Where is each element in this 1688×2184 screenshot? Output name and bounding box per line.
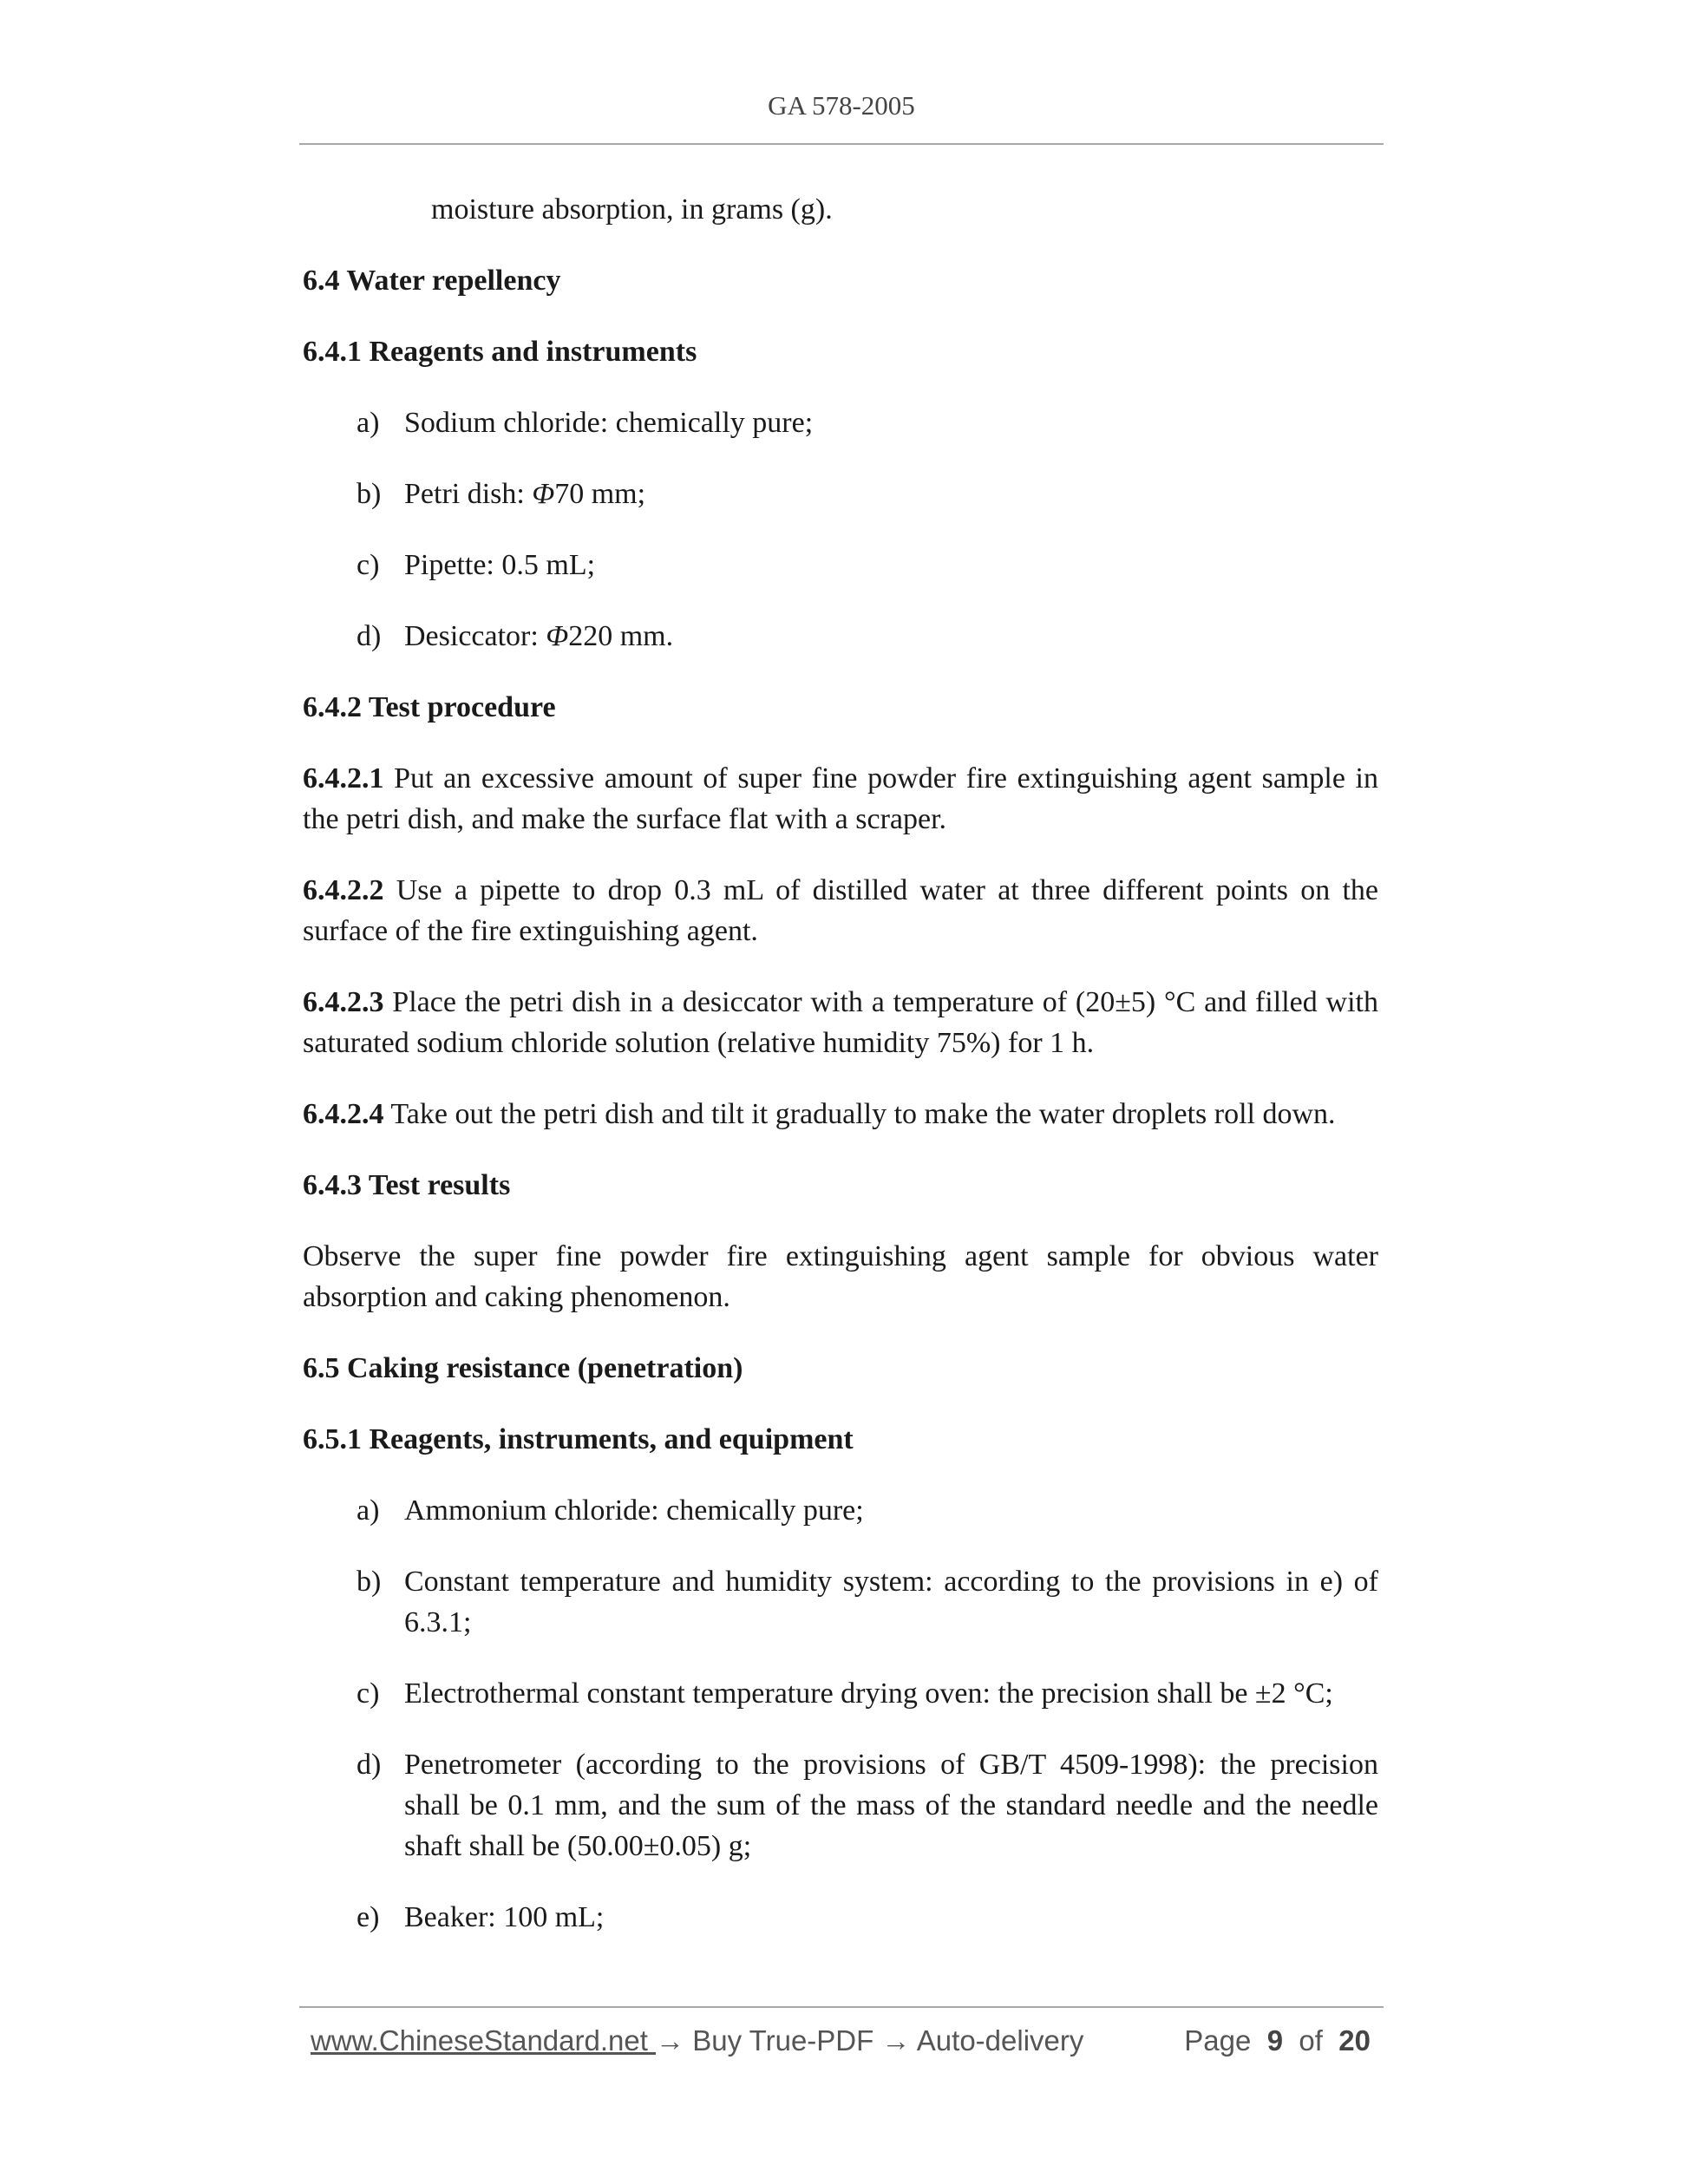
page-word: Page bbox=[1184, 2024, 1252, 2056]
footer-divider bbox=[299, 2006, 1384, 2008]
diameter-symbol: Φ bbox=[546, 620, 569, 652]
clause-number: 6.4.2.3 bbox=[303, 986, 384, 1018]
list-marker: c) bbox=[357, 1677, 380, 1710]
list-item bbox=[303, 1897, 1378, 1938]
arrow-right-icon: → bbox=[881, 2024, 911, 2056]
list-item bbox=[303, 474, 1378, 514]
page-footer bbox=[311, 2024, 1371, 2057]
diameter-symbol: Φ bbox=[532, 478, 555, 510]
heading-6-5-1: 6.5.1 Reagents, instruments, and equipment bbox=[303, 1423, 854, 1455]
list-marker: b) bbox=[357, 478, 382, 510]
paragraph-6-4-2-2 bbox=[303, 870, 1378, 951]
list-item bbox=[303, 1561, 1378, 1643]
heading-6-4-3: 6.4.3 Test results bbox=[303, 1169, 511, 1201]
list-marker: e) bbox=[357, 1901, 380, 1933]
list-marker: d) bbox=[357, 620, 382, 652]
heading-6-4-2: 6.4.2 Test procedure bbox=[303, 691, 556, 723]
clause-text: Use a pipette to drop 0.3 mL of distilled water at three different points on the surface of the fire extinguishing agent. bbox=[303, 874, 1378, 947]
continuation-text: moisture absorption, in grams (g). bbox=[431, 193, 833, 226]
clause-text: Take out the petri dish and tilt it gradually to make the water droplets roll down. bbox=[383, 1098, 1336, 1130]
list-marker: c) bbox=[357, 549, 380, 581]
site-link[interactable]: www.ChineseStandard.net bbox=[311, 2024, 657, 2056]
heading-6-5: 6.5 Caking resistance (penetration) bbox=[303, 1352, 743, 1384]
paragraph-6-4-2-4 bbox=[303, 1094, 1378, 1135]
running-header bbox=[299, 90, 1384, 121]
delivery-text: Auto-delivery bbox=[910, 2024, 1084, 2056]
footer-left bbox=[311, 2024, 1083, 2057]
page-content bbox=[303, 189, 1378, 1968]
list-item bbox=[303, 1744, 1378, 1867]
current-page: 9 bbox=[1266, 2024, 1284, 2056]
header-divider bbox=[299, 143, 1384, 145]
list-text: Petri dish: bbox=[404, 478, 533, 510]
standard-code: GA 578-2005 bbox=[768, 90, 915, 121]
list-text: Beaker: 100 mL; bbox=[404, 1901, 605, 1933]
list-text: Pipette: 0.5 mL; bbox=[404, 549, 596, 581]
list-text: Electrothermal constant temperature drying oven: the precision shall be ±2 °C; bbox=[404, 1677, 1333, 1710]
clause-number: 6.4.2.1 bbox=[303, 762, 384, 794]
list-marker: a) bbox=[357, 407, 380, 439]
paragraph-6-4-3: Observe the super fine powder fire extinguishing agent sample for obvious water absorption and caking phenomenon. bbox=[303, 1240, 1378, 1313]
list-text-value: 70 mm; bbox=[554, 478, 646, 510]
paragraph-6-4-2-1 bbox=[303, 758, 1378, 840]
page-indicator bbox=[1184, 2024, 1371, 2057]
clause-number: 6.4.2.4 bbox=[303, 1098, 384, 1130]
list-text: Penetrometer (according to the provisions of GB/T 4509-1998): the precision shall be 0.1 mm, and the sum of the mass of the standard needle and the needle shaft shall be (50.00±0.05) g; bbox=[404, 1749, 1378, 1862]
clause-number: 6.4.2.2 bbox=[303, 874, 384, 906]
paragraph-6-4-2-3 bbox=[303, 982, 1378, 1063]
total-pages: 20 bbox=[1338, 2024, 1371, 2056]
list-text: Desiccator: bbox=[404, 620, 546, 652]
list-text: Constant temperature and humidity system: according to the provisions in e) of 6.3.1; bbox=[404, 1566, 1378, 1638]
list-item bbox=[303, 1673, 1378, 1714]
list-text-value: 220 mm. bbox=[568, 620, 674, 652]
buy-text: Buy True-PDF bbox=[684, 2024, 882, 2056]
list-item bbox=[303, 545, 1378, 585]
clause-text: Place the petri dish in a desiccator with a temperature of (20±5) °C and filled with saturated sodium chloride solution (relative humidity 75%) for 1 h. bbox=[303, 986, 1378, 1059]
list-item bbox=[303, 1490, 1378, 1531]
heading-6-4: 6.4 Water repellency bbox=[303, 265, 561, 297]
list-text: Ammonium chloride: chemically pure; bbox=[404, 1494, 864, 1527]
of-word: of bbox=[1299, 2024, 1323, 2056]
heading-6-4-1: 6.4.1 Reagents and instruments bbox=[303, 336, 697, 368]
arrow-right-icon: → bbox=[656, 2024, 685, 2056]
list-item bbox=[303, 616, 1378, 657]
list-text: Sodium chloride: chemically pure; bbox=[404, 407, 814, 439]
list-item bbox=[303, 402, 1378, 443]
list-marker: d) bbox=[357, 1749, 382, 1781]
clause-text: Put an excessive amount of super fine powder fire extinguishing agent sample in the petri dish, and make the surface flat with a scraper. bbox=[303, 762, 1378, 835]
list-marker: b) bbox=[357, 1566, 382, 1598]
list-marker: a) bbox=[357, 1494, 380, 1527]
